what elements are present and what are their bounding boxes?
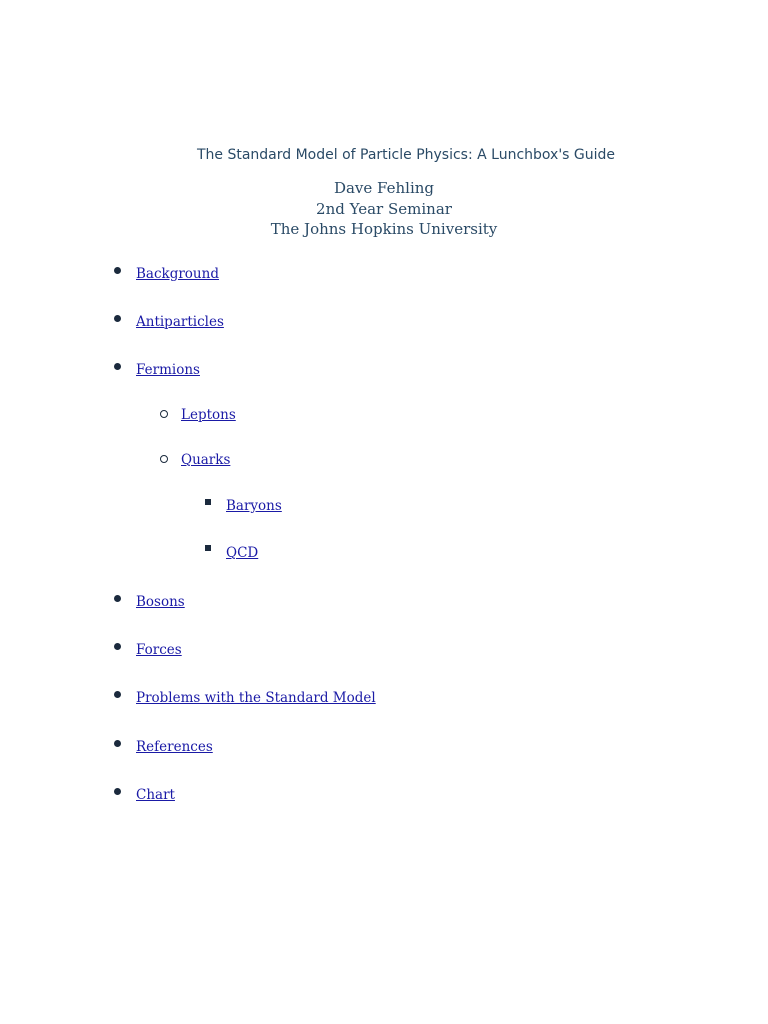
link-qcd[interactable]: QCD: [226, 545, 259, 561]
link-problems-with-standard-model[interactable]: Problems with the Standard Model: [136, 690, 376, 706]
bullet-circle-icon: [160, 410, 168, 418]
institution-name: The Johns Hopkins University: [270, 220, 498, 238]
bullet-disc-icon: [114, 740, 121, 747]
bullet-disc-icon: [114, 691, 121, 698]
bullet-disc-icon: [114, 267, 121, 274]
link-antiparticles[interactable]: Antiparticles: [136, 314, 224, 330]
course-name: 2nd Year Seminar: [316, 199, 452, 218]
link-quarks[interactable]: Quarks: [181, 452, 231, 468]
bullet-square-icon: [205, 545, 211, 551]
byline: [0, 178, 768, 240]
bullet-square-icon: [205, 499, 211, 505]
bullet-disc-icon: [114, 643, 121, 650]
link-references[interactable]: References: [136, 739, 213, 755]
bullet-disc-icon: [114, 363, 121, 370]
page-title: The Standard Model of Particle Physics: A Lunchbox's Guide: [196, 147, 616, 163]
link-forces[interactable]: Forces: [136, 642, 182, 658]
link-chart[interactable]: Chart: [136, 787, 175, 803]
bullet-disc-icon: [114, 788, 121, 795]
link-background[interactable]: Background: [136, 266, 219, 282]
link-bosons[interactable]: Bosons: [136, 594, 185, 610]
author-name: Dave Fehling: [333, 179, 435, 197]
link-fermions[interactable]: Fermions: [136, 362, 200, 378]
link-leptons[interactable]: Leptons: [181, 407, 236, 423]
bullet-disc-icon: [114, 315, 121, 322]
bullet-circle-icon: [160, 455, 168, 463]
link-baryons[interactable]: Baryons: [226, 498, 282, 514]
bullet-disc-icon: [114, 595, 121, 602]
